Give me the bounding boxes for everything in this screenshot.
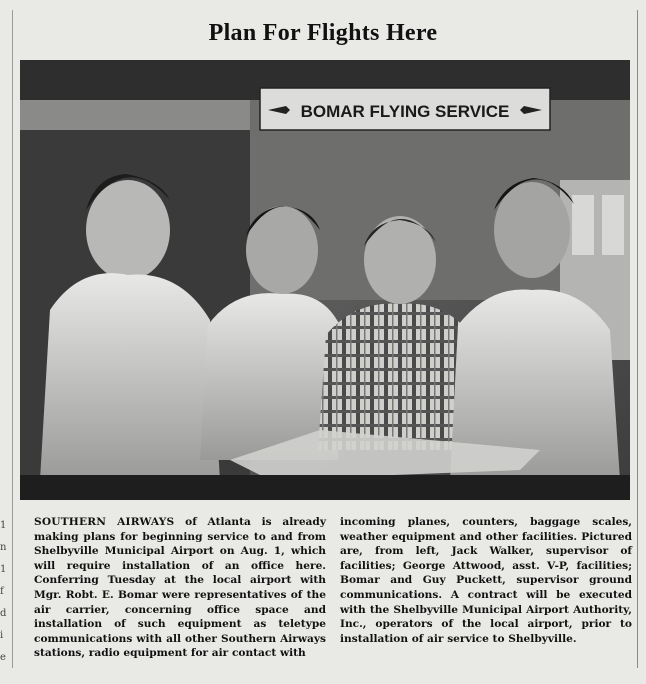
margin-fragment: 1 bbox=[0, 520, 7, 531]
margin-fragment: e bbox=[0, 652, 6, 663]
margin-fragment: i bbox=[0, 630, 4, 641]
margin-fragment: d bbox=[0, 608, 7, 619]
caption-column-1 bbox=[34, 515, 326, 661]
margin-fragments bbox=[0, 515, 10, 675]
bomar-sign bbox=[260, 88, 550, 130]
margin-fragment: n bbox=[0, 542, 7, 553]
news-photo bbox=[20, 60, 630, 500]
margin-fragment: 1 bbox=[0, 564, 7, 575]
caption-column-2: incoming planes, counters, baggage scales, weather equipment and other facilities. Pictured are, from left, Jack Walker, supervisor of facilities; George Attwood, asst. V-P, facilities; Bomar and Guy Puckett, supervisor ground communications. A contract will be executed with the Shelbyville Municipal Airport Authority, Inc., operators of the local airport, prior to installation of air service to Shelbyville. bbox=[340, 516, 632, 645]
margin-fragment: f bbox=[0, 586, 4, 597]
sign-text: BOMAR FLYING SERVICE bbox=[300, 102, 510, 121]
headline: Plan For Flights Here bbox=[208, 20, 438, 46]
caption-lead: SOUTHERN AIRWAYS bbox=[34, 516, 175, 528]
caption-text-1: of Atlanta is already making plans for beginning service to and from Shelbyville Municipal Airport on Aug. 1, which will require installation of an office here. Conferring Tuesday at the local airport with Mgr. Robt. E. Bomar were representatives of the air carrier, concerning office space and installation of such equipment as teletype communications with all other Southern Airways stations, radio equipment for air contact with bbox=[34, 516, 326, 660]
